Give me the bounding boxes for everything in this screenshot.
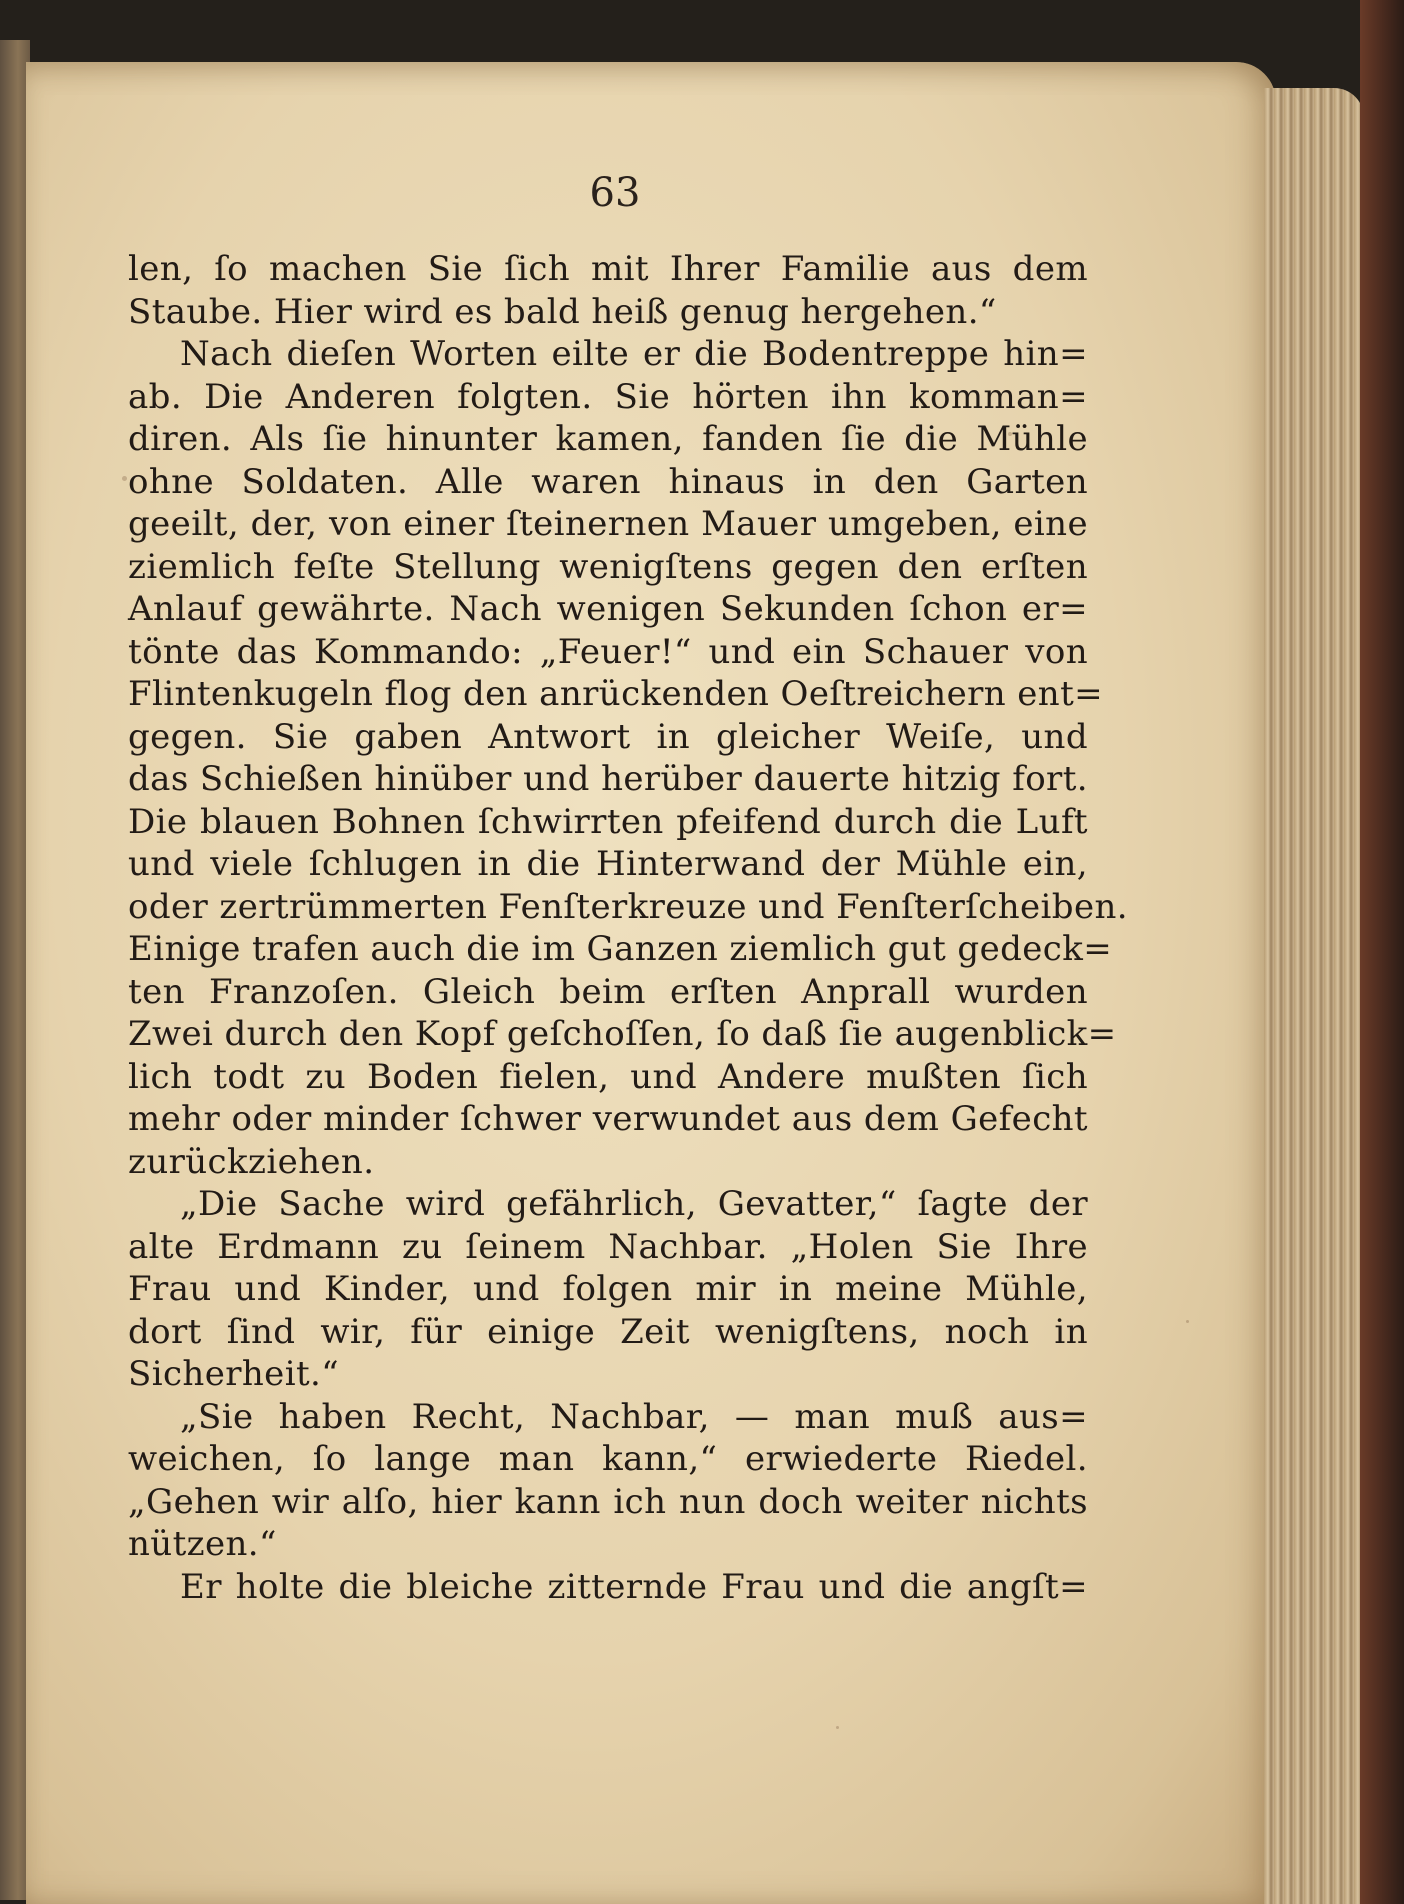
- text-line: Zwei durch den Kopf geſchoſſen, ſo daß ſie augenblick=: [128, 1014, 1117, 1054]
- text-line: geeilt, der, von einer ſteinernen Mauer umgeben, eine: [128, 504, 1088, 544]
- text-line: ten Franzoſen. Gleich beim erſten Anprall wurden: [128, 971, 1088, 1012]
- text-line: Anlauf gewährte. Nach wenigen Sekunden ſchon er=: [128, 589, 1088, 629]
- text-line: Die blauen Bohnen ſchwirrten pfeifend durch die Luft: [128, 801, 1088, 842]
- text-line: „Gehen wir alſo, hier kann ich nun doch weiter nichts: [128, 1481, 1088, 1522]
- text-line: Er holte die bleiche zitternde Frau und die angſt=: [180, 1566, 1088, 1607]
- text-line: weichen, ſo lange man kann,“ erwiederte Riedel.: [128, 1439, 1088, 1479]
- text-line: tönte das Kommando: „Feuer!“ und ein Schauer von: [128, 631, 1088, 672]
- text-line: Einige trafen auch die im Ganzen ziemlich gut gedeck=: [128, 929, 1113, 969]
- text-line: Sicherheit.“: [128, 1354, 340, 1394]
- text-line: gegen. Sie gaben Antwort in gleicher Weiſe, und: [128, 716, 1088, 757]
- text-line: zurückziehen.: [128, 1141, 375, 1182]
- text-line: nützen.“: [128, 1524, 277, 1564]
- text-line: lich todt zu Boden fielen, und Andere mußten ſich: [128, 1056, 1088, 1097]
- text-line: „Die Sache wird gefährlich, Gevatter,“ ſagte der: [180, 1184, 1088, 1224]
- text-line: oder zertrümmerten Fenſterkreuze und Fenſterſcheiben.: [128, 886, 1128, 927]
- body-text: [128, 248, 1128, 1608]
- page-number: 63: [589, 170, 641, 216]
- text-line: ziemlich feſte Stellung wenigſtens gegen den erſten: [128, 546, 1088, 587]
- text-line: mehr oder minder ſchwer verwundet aus dem Gefecht: [128, 1099, 1088, 1139]
- text-line: Staube. Hier wird es bald heiß genug hergehen.“: [128, 291, 997, 332]
- book-cover-edge: [1360, 0, 1404, 1904]
- text-line: „Sie haben Recht, Nachbar, — man muß aus=: [180, 1396, 1088, 1437]
- page-stack-edge: [1264, 88, 1364, 1904]
- text-line: len, ſo machen Sie ſich mit Ihrer Familie aus dem: [128, 249, 1088, 289]
- text-line: diren. Als ſie hinunter kamen, fanden ſie die Mühle: [128, 419, 1088, 459]
- text-line: Frau und Kinder, und folgen mir in meine Mühle,: [128, 1269, 1088, 1309]
- text-line: ab. Die Anderen folgten. Sie hörten ihn komman=: [128, 376, 1088, 417]
- text-line: ohne Soldaten. Alle waren hinaus in den Garten: [128, 461, 1088, 502]
- text-line: dort ſind wir, für einige Zeit wenigſtens, noch in: [128, 1311, 1088, 1352]
- text-line: alte Erdmann zu ſeinem Nachbar. „Holen Sie Ihre: [128, 1226, 1088, 1267]
- text-line: Flintenkugeln flog den anrückenden Oeſtreichern ent=: [128, 674, 1104, 714]
- text-line: das Schießen hinüber und herüber dauerte hitzig fort.: [128, 759, 1088, 799]
- text-line: Nach dieſen Worten eilte er die Bodentreppe hin=: [180, 334, 1088, 374]
- text-line: und viele ſchlugen in die Hinterwand der Mühle ein,: [128, 844, 1088, 884]
